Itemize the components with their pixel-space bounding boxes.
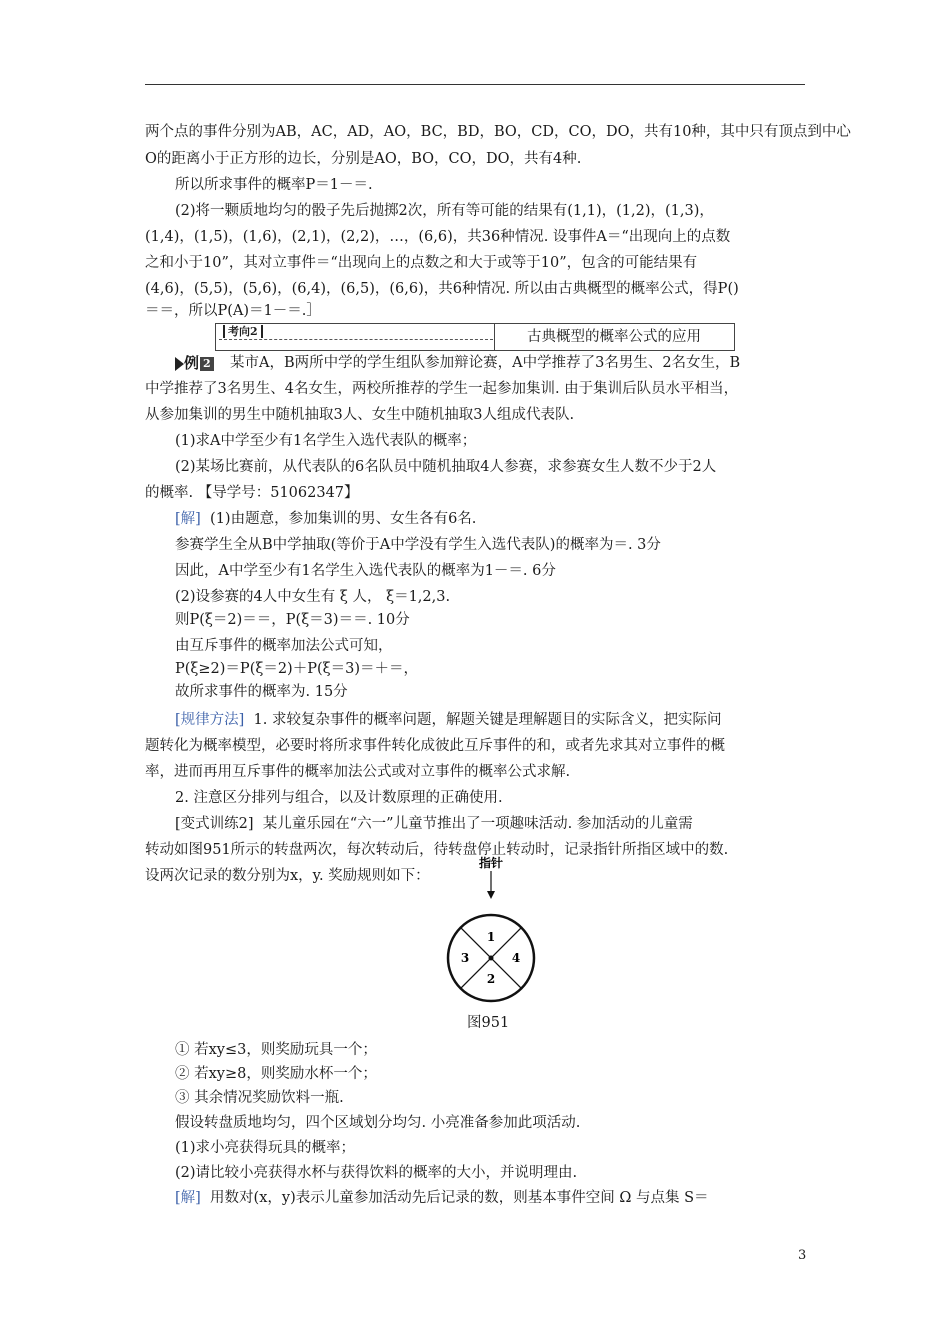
text-line: (2)将一颗质地均匀的骰子先后抛掷2次，所有等可能的结果有(1,1)，(1,2)，(1,3)， [175,203,714,219]
method-line: [规律方法] 1. 求较复杂事件的概率问题，解题关键是理解题目的实际含义，把实际问 [175,712,722,728]
text-line: O的距离小于正方形的边长，分别是AO，BO，CO，DO，共有4种. [145,151,582,167]
topic-tag: 考向2 [219,325,493,340]
solution-line: 因此，A中学至少有1名学生入选代表队的概率为1－＝. 6分 [175,563,556,579]
rule-line: ③ 其余情况奖励饮料一瓶. [175,1090,344,1106]
example-text: 某市A，B两所中学的学生组队参加辩论赛，A中学推荐了3名男生、2名女生，B [230,355,741,371]
solution-line: [解] (1)由题意，参加集训的男、女生各有6名. [175,511,477,527]
topic-title: 古典概型的概率公式的应用 [527,329,701,345]
text-line: 之和小于10”，其对立事件＝“出现向上的点数之和大于或等于10”，包含的可能结果有 [145,255,698,271]
solution-line: (2)设参赛的4人中女生有 ξ 人， ξ＝1,2,3. [175,589,451,605]
topic-box [215,323,735,351]
example-text: 的概率. 【导学号：51062347】 [145,485,359,501]
example-number: 2 [200,357,214,371]
arrow-head-icon [487,891,495,899]
variant-line: 设两次记录的数分别为x，y. 奖励规则如下： [145,868,430,884]
solution-line: 由互斥事件的概率加法公式可知， [175,638,393,654]
solution-line: 则P(ξ＝2)＝＝，P(ξ＝3)＝＝. 10分 [175,612,410,628]
method-tag: [规律方法] [175,712,245,728]
solution-line: 参赛学生全从B中学抽取(等价于A中学没有学生入选代表队)的概率为＝. 3分 [175,537,661,553]
rule-line: (2)请比较小亮获得水杯与获得饮料的概率的大小，并说明理由. [175,1165,578,1181]
topic-divider [494,324,495,350]
rule-line: (1)求小亮获得玩具的概率； [175,1140,356,1156]
method-line: 题转化为概率模型，必要时将所求事件转化成彼此互斥事件的和，或者先求其对立事件的概 [145,738,725,754]
variant-line: [变式训练2] 某儿童乐园在“六一”儿童节推出了一项趣味活动. 参加活动的儿童需 [175,816,693,832]
method-line: 2. 注意区分排列与组合，以及计数原理的正确使用. [175,790,503,806]
text-line: (4,6)，(5,5)，(5,6)，(6,4)，(6,5)，(6,6)，共6种情况. 所以由古典概型的概率公式，得P() [145,281,739,297]
text-line: ＝＝，所以P(A)＝1－＝.］ [145,303,321,319]
example-text: 从参加集训的男生中随机抽取3人、女生中随机抽取3人组成代表队. [145,407,575,423]
method-line: 率，进而再用互斥事件的概率加法公式或对立事件的概率公式求解. [145,764,571,780]
solution-tag: [解] [175,1190,201,1206]
example-text: 中学推荐了3名男生、4名女生，两校所推荐的学生一起参加集训. 由于集训后队员水平相当， [145,381,739,397]
page-number: 3 [798,1248,807,1263]
example-text: (2)某场比赛前，从代表队的6名队员中随机抽取4人参赛，求参赛女生人数不少于2人 [175,459,717,475]
solution-line: [解] 用数对(x，y)表示儿童参加活动先后记录的数，则基本事件空间 Ω 与点集 S＝ [175,1190,709,1206]
solution-line: P(ξ≥2)＝P(ξ＝2)＋P(ξ＝3)＝＋＝， [175,661,418,677]
example-label: 例 2 [175,353,214,373]
variant-line: 转动如图951所示的转盘两次，每次转动后，待转盘停止转动时，记录指针所指区域中的数. [145,842,729,858]
spinner-figure [440,855,550,1009]
text-line: 两个点的事件分别为AB，AC，AD，AO，BC，BD，BO，CD，CO，DO，共有10种，其中只有顶点到中心 [145,124,851,140]
header-rule [145,84,805,85]
triangle-icon [175,357,184,371]
rule-line: 假设转盘质地均匀，四个区域划分均匀. 小亮准备参加此项活动. [175,1115,581,1131]
text-line: (1,4)，(1,5)，(1,6)，(2,1)，(2,2)，…，(6,6)，共36种情况. 设事件A＝“出现向上的点数 [145,229,731,245]
example-text: (1)求A中学至少有1名学生入选代表队的概率； [175,433,477,449]
rule-line: ② 若xy≥8，则奖励水杯一个； [175,1066,377,1082]
rule-line: ① 若xy≤3，则奖励玩具一个； [175,1042,377,1058]
region-label: 3 [460,951,470,965]
pointer-label: 指针 [478,856,504,870]
region-label: 2 [486,972,496,986]
solution-line: 故所求事件的概率为. 15分 [175,684,348,700]
solution-tag: [解] [175,511,201,527]
text-line: 所以所求事件的概率P＝1－＝. [175,177,373,193]
region-label: 4 [511,951,521,965]
center-dot [489,956,494,961]
spinner-diagram [440,855,550,1005]
figure-caption: 图951 [467,1015,510,1031]
region-label: 1 [486,930,496,944]
